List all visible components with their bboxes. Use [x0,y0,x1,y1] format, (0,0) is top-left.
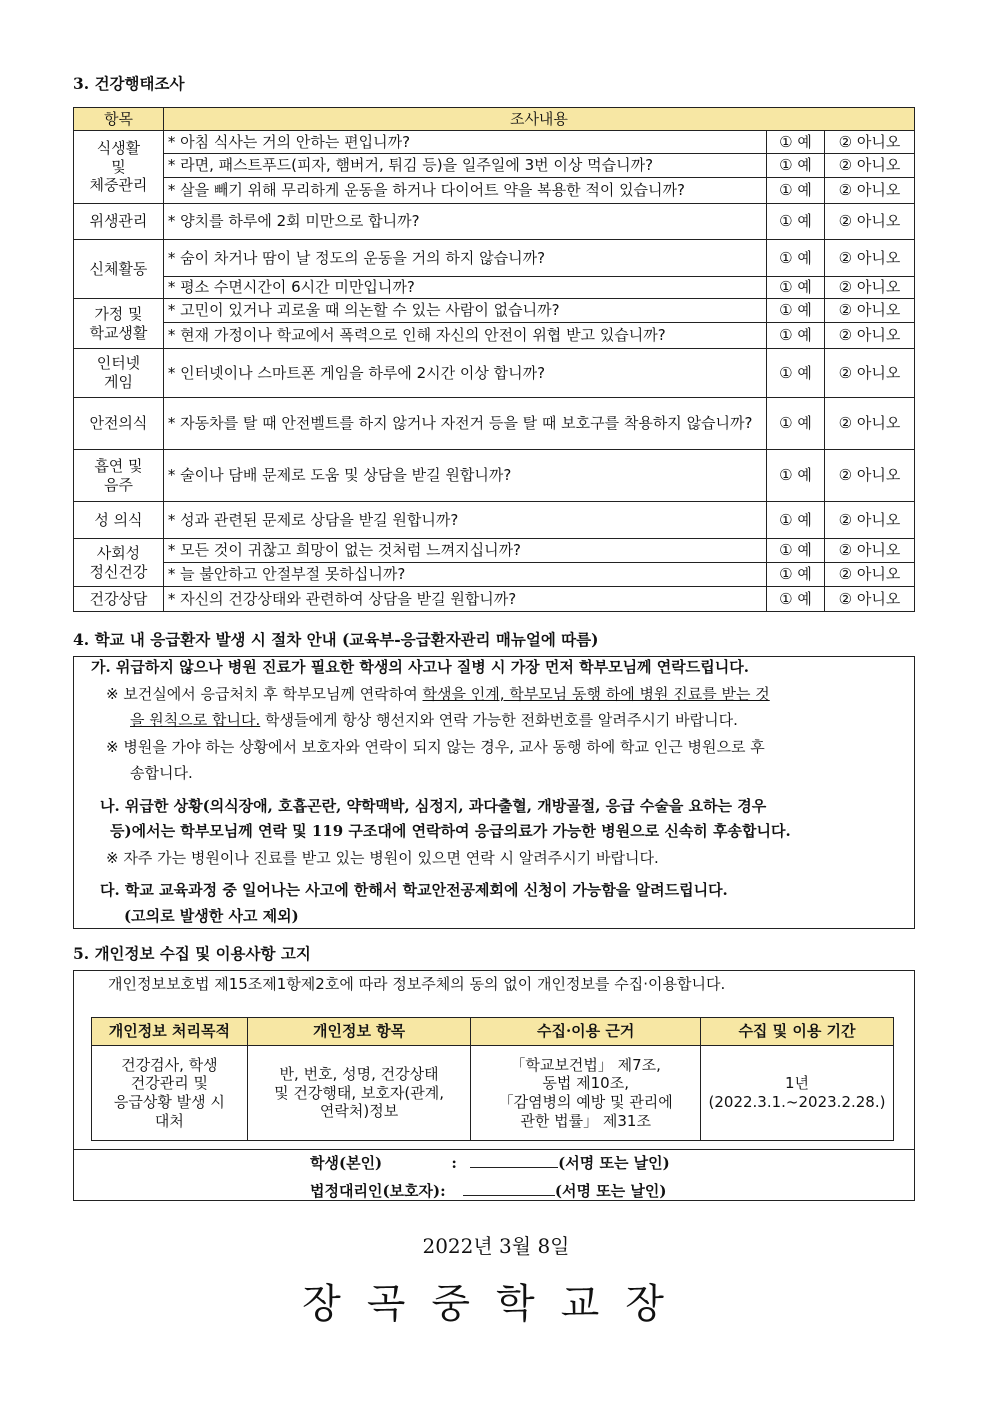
answer-no-option[interactable]: ② 아니오 [825,398,915,450]
survey-row [74,178,915,204]
survey-row [74,131,915,154]
privacy-table [91,1017,894,1141]
survey-row [74,398,915,450]
survey-question: * 술이나 담배 문제로 도움 및 상담을 받길 원합니까? [163,450,766,502]
procedure-c-line1: 다. 학교 교육과정 중 일어나는 사고에 한해서 학교안전공제회에 신청이 가능함을 알려드립니다. [100,881,728,899]
survey-question: * 모든 것이 귀찮고 희망이 없는 것처럼 느껴지십니까? [163,539,766,563]
procedure-a-title: 가. 위급하지 않으나 병원 진료가 필요한 학생의 사고나 질병 시 가장 먼저 학부모님께 연락드립니다. [91,658,749,676]
survey-question: * 늘 불안하고 안절부절 못하십니까? [163,563,766,587]
survey-question: * 현재 가정이나 학교에서 폭력으로 인해 자신의 안전이 위협 받고 있습니까? [163,323,766,349]
answer-yes-option[interactable]: ① 예 [767,204,825,240]
survey-question: * 아침 식사는 거의 안하는 편입니까? [163,131,766,154]
survey-row [74,240,915,277]
survey-category: 인터넷 게임 [74,349,164,398]
answer-no-option[interactable]: ② 아니오 [825,277,915,299]
privacy-basis: 「학교보건법」 제7조, 동법 제10조, 「감염병의 예방 및 관리에 관한 법률」 제31조 [471,1046,701,1141]
procedure-a-note2-cont: 송합니다. [130,764,193,782]
procedure-c-line2: (고의로 발생한 사고 제외) [124,907,299,925]
answer-no-option[interactable]: ② 아니오 [825,178,915,204]
privacy-header-items: 개인정보 항목 [247,1018,471,1046]
guardian-sign-text: (서명 또는 날인) [554,1182,667,1200]
answer-yes-option[interactable]: ① 예 [767,131,825,154]
survey-question: * 성과 관련된 문제로 상담을 받길 원합니까? [163,502,766,539]
answer-yes-option[interactable]: ① 예 [767,323,825,349]
survey-row [74,539,915,563]
survey-row [74,563,915,587]
survey-row [74,349,915,398]
procedure-a-note2: ※ 병원을 가야 하는 상황에서 보호자와 연락이 되지 않는 경우, 교사 동행 하에 학교 인근 병원으로 후 [106,738,765,756]
student-label: 학생(본인) [310,1154,383,1172]
survey-question: * 숨이 차거나 땀이 날 정도의 운동을 거의 하지 않습니까? [163,240,766,277]
answer-no-option[interactable]: ② 아니오 [825,299,915,323]
survey-row [74,450,915,502]
survey-row [74,204,915,240]
survey-row [74,154,915,178]
emergency-procedure-box [73,656,915,929]
section4-title: 4. 학교 내 응급환자 발생 시 절차 안내 (교육부-응급환자관리 매뉴얼에 따름) [73,630,599,649]
privacy-items: 반, 번호, 성명, 건강상태 및 건강행태, 보호자(관계, 연락처)정보 [247,1046,471,1141]
answer-yes-option[interactable]: ① 예 [767,349,825,398]
survey-row [74,323,915,349]
survey-category: 위생관리 [74,204,164,240]
header-content: 조사내용 [163,108,914,131]
answer-no-option[interactable]: ② 아니오 [825,502,915,539]
procedure-a-note1-cont: 을 원칙으로 합니다. 학생들에게 항상 행선지와 연락 가능한 전화번호를 알려주시기 바랍니다. [130,711,738,729]
answer-no-option[interactable]: ② 아니오 [825,450,915,502]
survey-category: 흡연 및 음주 [74,450,164,502]
answer-no-option[interactable]: ② 아니오 [825,154,915,178]
survey-category: 사회성 정신건강 [74,539,164,587]
answer-yes-option[interactable]: ① 예 [767,277,825,299]
answer-no-option[interactable]: ② 아니오 [825,131,915,154]
survey-category: 건강상담 [74,587,164,612]
school-principal: 장곡중학교장 [302,1281,690,1327]
answer-no-option[interactable]: ② 아니오 [825,539,915,563]
survey-row [74,502,915,539]
answer-no-option[interactable]: ② 아니오 [825,587,915,612]
answer-yes-option[interactable]: ① 예 [767,502,825,539]
procedure-b-note: ※ 자주 가는 병원이나 진료를 받고 있는 병원이 있으면 연락 시 알려주시기 바랍니다. [106,849,659,867]
survey-category: 식생활 및 체중관리 [74,131,164,204]
survey-question: * 인터넷이나 스마트폰 게임을 하루에 2시간 이상 합니까? [163,349,766,398]
student-sign-text: (서명 또는 날인) [558,1154,670,1172]
survey-question: * 자동차를 탈 때 안전벨트를 하지 않거나 자전거 등을 탈 때 보호구를 착용하지 않습니까? [163,398,766,450]
privacy-purpose: 건강검사, 학생 건강관리 및 응급상황 발생 시 대처 [92,1046,248,1141]
answer-no-option[interactable]: ② 아니오 [825,349,915,398]
answer-no-option[interactable]: ② 아니오 [825,563,915,587]
privacy-header-period: 수집 및 이용 기간 [701,1018,894,1046]
answer-yes-option[interactable]: ① 예 [767,154,825,178]
answer-yes-option[interactable]: ① 예 [767,299,825,323]
survey-category: 안전의식 [74,398,164,450]
survey-category: 신체활동 [74,240,164,299]
answer-no-option[interactable]: ② 아니오 [825,323,915,349]
document-date: 2022년 3월 8일 [422,1234,570,1258]
survey-row [74,277,915,299]
answer-yes-option[interactable]: ① 예 [767,539,825,563]
survey-category: 성 의식 [74,502,164,539]
health-behavior-table [73,107,915,612]
survey-question: * 자신의 건강상태와 관련하여 상담을 받길 원합니까? [163,587,766,612]
guardian-signature-line [310,1180,666,1201]
survey-question: * 양치를 하루에 2회 미만으로 합니까? [163,204,766,240]
privacy-intro: 개인정보보호법 제15조제1항제2호에 따라 정보주체의 동의 없이 개인정보를 수집·이용합니다. [108,975,726,993]
privacy-header-purpose: 개인정보 처리목적 [92,1018,248,1046]
survey-category: 가정 및 학교생활 [74,299,164,349]
student-signature-line: 학생(본인) : (서명 또는 날인) [310,1154,670,1172]
answer-yes-option[interactable]: ① 예 [767,587,825,612]
survey-question: * 살을 빼기 위해 무리하게 운동을 하거나 다이어트 약을 복용한 적이 있습니까? [163,178,766,204]
answer-yes-option[interactable]: ① 예 [767,450,825,502]
survey-row [74,587,915,612]
survey-question: * 라면, 패스트푸드(피자, 햄버거, 튀김 등)을 일주일에 3번 이상 먹습니까? [163,154,766,178]
answer-no-option[interactable]: ② 아니오 [825,204,915,240]
answer-yes-option[interactable]: ① 예 [767,240,825,277]
procedure-b-line1: 나. 위급한 상황(의식장애, 호흡곤란, 약학맥박, 심정지, 과다출혈, 개방골절, 응급 수술을 요하는 경우 [100,797,767,815]
privacy-header-basis: 수집·이용 근거 [471,1018,701,1046]
section5-title: 5. 개인정보 수집 및 이용사항 고지 [73,944,311,963]
survey-question: * 고민이 있거나 괴로울 때 의논할 수 있는 사람이 없습니까? [163,299,766,323]
header-item: 항목 [74,108,164,131]
section3-title: 3. 건강행태조사 [73,74,185,93]
survey-row [74,299,915,323]
procedure-b-line2: 등)에서는 학부모님께 연락 및 119 구조대에 연락하여 응급의료가 가능한 병원으로 신속히 후송합니다. [110,822,791,840]
guardian-label: 법정대리인(보호자): [310,1182,446,1200]
privacy-period: 1년 (2022.3.1.~2023.2.28.) [701,1046,894,1141]
privacy-notice-box [73,970,915,1201]
procedure-a-note1: ※ 보건실에서 응급처치 후 학부모님께 연락하여 학생을 인계, 학부모님 동행 하에 병원 진료를 받는 것 [106,685,770,703]
answer-yes-option[interactable]: ① 예 [767,398,825,450]
answer-no-option[interactable]: ② 아니오 [825,240,915,277]
survey-question: * 평소 수면시간이 6시간 미만입니까? [163,277,766,299]
answer-yes-option[interactable]: ① 예 [767,178,825,204]
answer-yes-option[interactable]: ① 예 [767,563,825,587]
